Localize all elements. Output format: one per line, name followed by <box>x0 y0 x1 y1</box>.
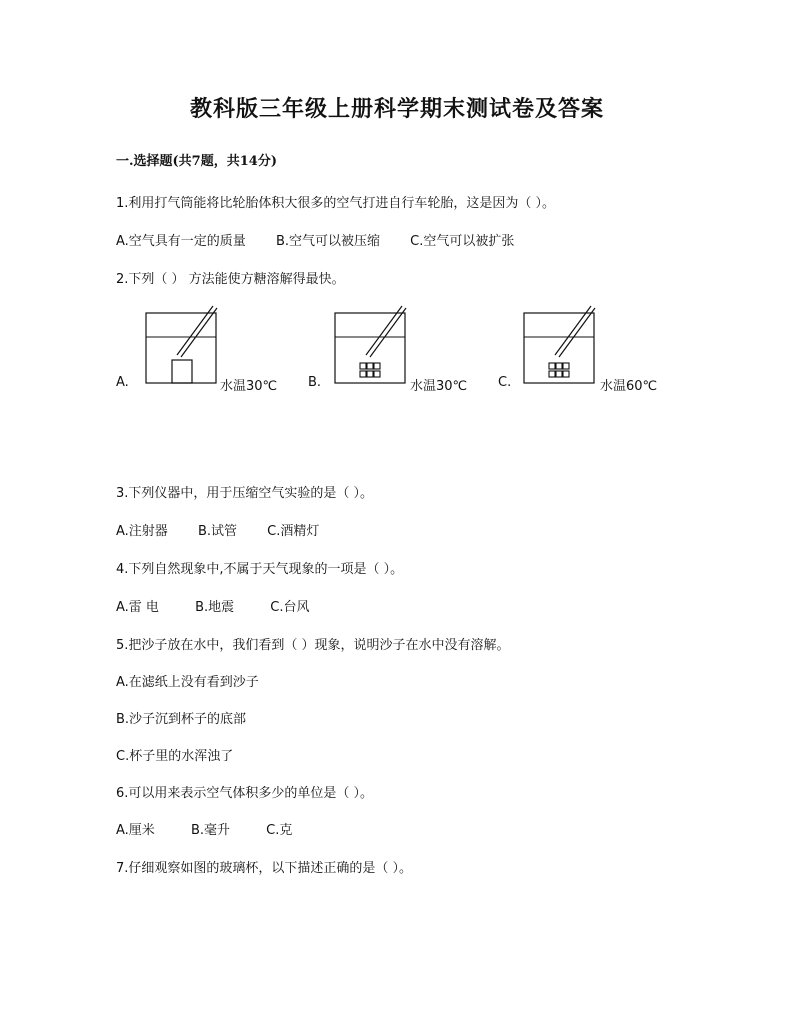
crushed-sugar-cubes <box>360 363 380 377</box>
q5-option-c[interactable]: C.杯子里的水浑浊了 <box>116 749 234 764</box>
q5-option-b[interactable]: B.沙子沉到杯子的底部 <box>116 712 247 727</box>
q2-figure-c-beaker <box>518 304 600 384</box>
q4-option-b[interactable]: B.地震 <box>195 600 235 615</box>
section-heading: 一.选择题(共7题，共14分) <box>116 154 277 169</box>
q7-stem: 7.仔细观察如图的玻璃杯，以下描述正确的是（ ）。 <box>116 861 413 876</box>
q5-stem: 5.把沙子放在水中，我们看到（ ）现象，说明沙子在水中没有溶解。 <box>116 638 510 653</box>
q2-figure-b-beaker <box>329 304 411 384</box>
q2-figure-a-letter[interactable]: A. <box>116 375 129 390</box>
q4-stem: 4.下列自然现象中,不属于天气现象的一项是（ ）。 <box>116 562 404 577</box>
q6-option-c[interactable]: C.克 <box>266 823 293 838</box>
q6-options <box>116 819 292 838</box>
crushed-sugar-cubes <box>549 363 569 377</box>
q6-stem: 6.可以用来表示空气体积多少的单位是（ ）。 <box>116 786 374 801</box>
q2-figure-b-temp: 水温30℃ <box>410 379 468 394</box>
q1-option-b[interactable]: B.空气可以被压缩 <box>275 234 381 249</box>
whole-sugar-cube <box>172 360 192 383</box>
q6-option-b[interactable]: B.毫升 <box>190 823 231 838</box>
q2-figure-c-letter[interactable]: C. <box>498 375 512 390</box>
q2-figure-a-temp: 水温30℃ <box>220 379 278 394</box>
q6-option-a[interactable]: A.厘米 <box>116 823 155 838</box>
q1-options <box>116 230 514 249</box>
q1-stem: 1.利用打气筒能将比轮胎体积大很多的空气打进自行车轮胎，这是因为（ ）。 <box>116 196 556 211</box>
q3-options <box>116 520 319 539</box>
q3-option-a[interactable]: A.注射器 <box>116 524 168 539</box>
q5-option-a[interactable]: A.在滤纸上没有看到沙子 <box>116 675 259 690</box>
q4-option-a[interactable]: A.雷 电 <box>116 600 159 615</box>
page-title: 教科版三年级上册科学期末测试卷及答案 <box>189 96 604 122</box>
q1-option-a[interactable]: A.空气具有一定的质量 <box>116 234 246 249</box>
q2-stem: 2.下列（ ） 方法能使方糖溶解得最快。 <box>116 272 345 287</box>
q3-option-b[interactable]: B.试管 <box>197 524 238 539</box>
q2-figure-a-beaker <box>140 304 222 384</box>
q4-options <box>116 596 310 615</box>
q3-option-c[interactable]: C.酒精灯 <box>267 524 320 539</box>
q3-stem: 3.下列仪器中，用于压缩空气实验的是（ ）。 <box>116 486 374 501</box>
q2-figure-c-temp: 水温60℃ <box>600 379 658 394</box>
q2-figure-b-letter[interactable]: B. <box>308 375 322 390</box>
q1-option-c[interactable]: C.空气可以被扩张 <box>410 234 515 249</box>
q4-option-c[interactable]: C.台风 <box>270 600 310 615</box>
